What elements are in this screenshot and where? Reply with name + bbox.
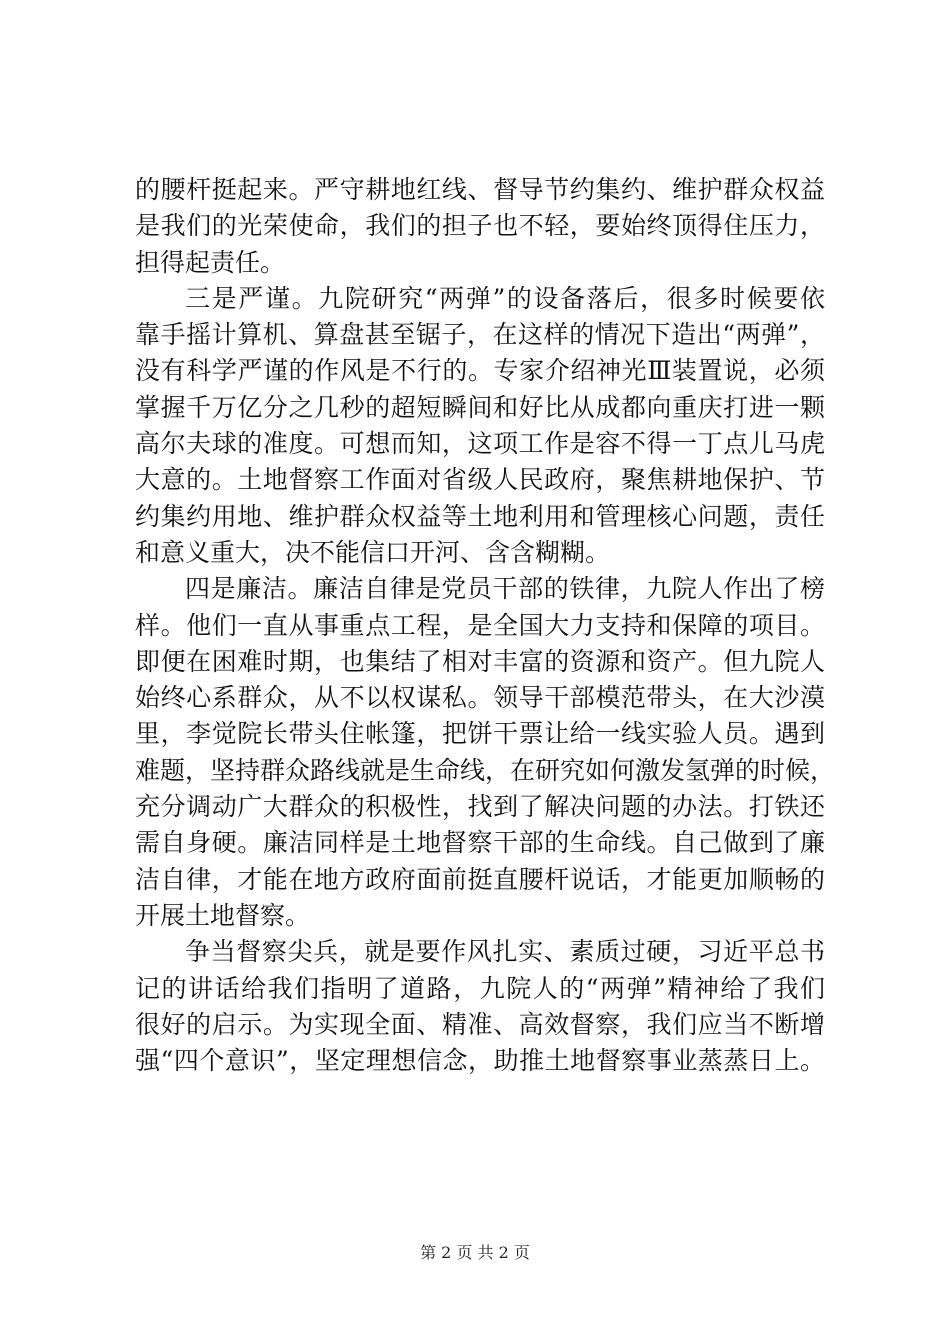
- text-line: 样。他们一直从事重点工程，是全国大力支持和保障的项目。: [135, 610, 825, 640]
- text-line: 开展土地督察。: [135, 900, 311, 930]
- text-line: 没有科学严谨的作风是不行的。专家介绍神光Ⅲ装置说，必须: [135, 356, 825, 386]
- text-line: 即便在困难时期，也集结了相对丰富的资源和资产。但九院人: [135, 646, 825, 676]
- page-number-footer: 第 2 页 共 2 页: [420, 1243, 530, 1262]
- text-line: 强“四个意识”，坚定理想信念，助推土地督察事业蒸蒸日上。: [135, 1046, 825, 1076]
- text-line: 大意的。土地督察工作面对省级人民政府，聚焦耕地保护、节: [135, 465, 825, 495]
- paragraph-start-line: 争当督察尖兵，就是要作风扎实、素质过硬，习近平总书: [185, 937, 825, 967]
- text-line: 高尔夫球的准度。可想而知，这项工作是容不得一丁点儿马虎: [135, 429, 825, 459]
- text-line: 洁自律，才能在地方政府面前挺直腰杆说话，才能更加顺畅的: [135, 864, 825, 894]
- paragraph-start-line: 三是严谨。九院研究“两弹”的设备落后，很多时候要依: [185, 283, 825, 313]
- text-line: 很好的启示。为实现全面、精准、高效督察，我们应当不断增: [135, 1009, 825, 1039]
- text-line: 里，李觉院长带头住帐篷，把饼干票让给一线实验人员。遇到: [135, 719, 825, 749]
- text-line: 充分调动广大群众的积极性，找到了解决问题的办法。打铁还: [135, 792, 825, 822]
- paragraph-start-line: 四是廉洁。廉洁自律是党员干部的铁律，九院人作出了榜: [185, 574, 825, 604]
- text-line: 约集约用地、维护群众权益等土地利用和管理核心问题，责任: [135, 501, 825, 531]
- text-line: 掌握千万亿分之几秒的超短瞬间和好比从成都向重庆打进一颗: [135, 392, 825, 422]
- document-body: [135, 172, 836, 1079]
- text-line: 和意义重大，决不能信口开河、含含糊糊。: [135, 537, 611, 567]
- text-line: 难题，坚持群众路线就是生命线，在研究如何激发氢弹的时候，: [135, 755, 836, 785]
- text-line: 靠手摇计算机、算盘甚至锯子，在这样的情况下造出“两弹”，: [135, 320, 825, 350]
- text-line: 是我们的光荣使命，我们的担子也不轻，要始终顶得住压力，: [135, 211, 825, 241]
- text-line: 的腰杆挺起来。严守耕地红线、督导节约集约、维护群众权益: [135, 175, 825, 204]
- text-line: 需自身硬。廉洁同样是土地督察干部的生命线。自己做到了廉: [135, 828, 825, 858]
- text-line: 担得起责任。: [135, 247, 286, 277]
- text-line: 始终心系群众，从不以权谋私。领导干部模范带头，在大沙漠: [135, 683, 825, 713]
- text-line: 记的讲话给我们指明了道路，九院人的“两弹”精神给了我们: [135, 973, 825, 1003]
